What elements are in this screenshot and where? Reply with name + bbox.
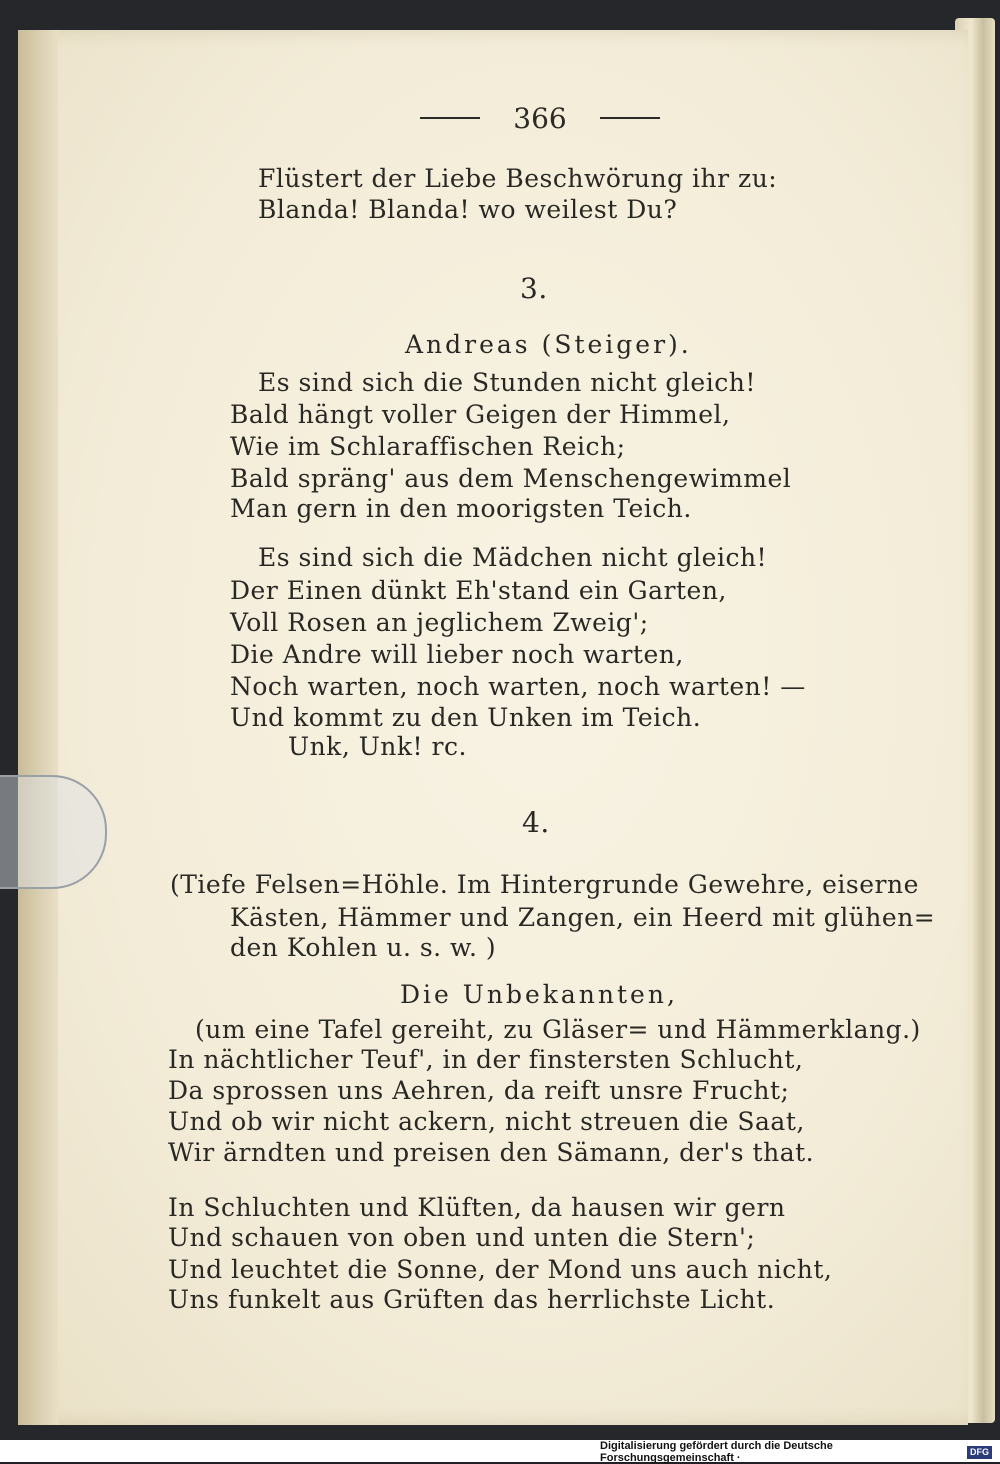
funding-credit [600, 1440, 992, 1464]
verse-line: Es sind sich die Stunden nicht gleich! [258, 368, 756, 397]
verse-line: Die Andre will lieber noch warten, [230, 640, 684, 669]
page-number: 366 [513, 101, 567, 135]
text-line: Blanda! Blanda! wo weilest Du? [258, 195, 678, 224]
verse-line: Der Einen dünkt Eh'stand ein Garten, [230, 576, 727, 605]
verse-line: In nächtlicher Teuf', in der finstersten Schlucht, [168, 1045, 804, 1074]
verse-line: Bald spräng' aus dem Menschengewimmel [230, 464, 792, 493]
verse-line: Unk, Unk! rc. [288, 732, 467, 761]
verse-line: Wir ärndten und preisen den Sämann, der's that. [168, 1138, 815, 1167]
dfg-logo: DFG [967, 1446, 992, 1459]
verse-line: Und schauen von oben und unten die Stern'; [168, 1223, 756, 1252]
section-number: 3. [520, 272, 548, 305]
page-clip [0, 775, 107, 889]
verse-line: Da sprossen uns Aehren, da reift unsre Frucht; [168, 1076, 790, 1105]
stage-direction: den Kohlen u. s. w. ) [230, 933, 497, 962]
stage-direction: (Tiefe Felsen=Höhle. Im Hintergrunde Gewehre, eiserne [170, 870, 919, 899]
verse-line: Noch warten, noch warten, noch warten! — [230, 672, 806, 701]
funding-credit-text: Digitalisierung gefördert durch die Deutsche Forschungsgemeinschaft · [600, 1440, 833, 1464]
page-binding [18, 30, 58, 1425]
header-rule-left [420, 117, 480, 119]
verse-line: Wie im Schlaraffischen Reich; [230, 432, 626, 461]
verse-line: Und kommt zu den Unken im Teich. [230, 703, 702, 732]
section-number: 4. [522, 806, 550, 839]
verse-line: Bald hängt voller Geigen der Himmel, [230, 400, 731, 429]
verse-line: Uns funkelt aus Grüften das herrlichste Licht. [168, 1285, 776, 1314]
page-header [420, 98, 660, 138]
header-rule-right [600, 117, 660, 119]
stage-direction: Kästen, Hämmer und Zangen, ein Heerd mit glühen= [230, 903, 936, 932]
text-line: Flüstert der Liebe Beschwörung ihr zu: [258, 164, 778, 193]
speaker-heading: Die Unbekannten, [400, 980, 678, 1009]
verse-line: Voll Rosen an jeglichem Zweig'; [230, 608, 649, 637]
verse-line: Und ob wir nicht ackern, nicht streuen die Saat, [168, 1107, 805, 1136]
verse-line: Es sind sich die Mädchen nicht gleich! [258, 543, 768, 572]
verse-line: Man gern in den moorigsten Teich. [230, 494, 692, 523]
verse-line: Und leuchtet die Sonne, der Mond uns auch nicht, [168, 1255, 833, 1284]
stage-direction: (um eine Tafel gereiht, zu Gläser= und Hämmerklang.) [195, 1015, 921, 1044]
speaker-heading: Andreas (Steiger). [405, 330, 692, 359]
verse-line: In Schluchten und Klüften, da hausen wir gern [168, 1193, 786, 1222]
